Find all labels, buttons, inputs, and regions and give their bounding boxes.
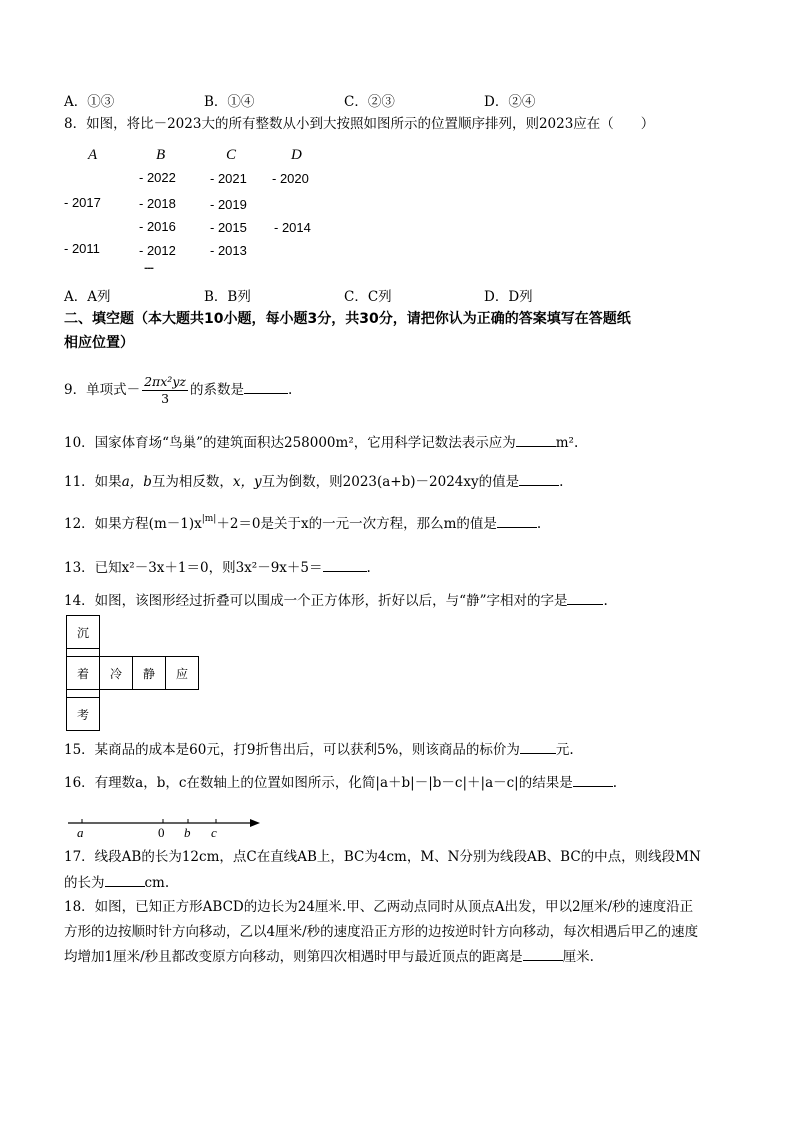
q17-answer-blank[interactable] [105,872,145,887]
q8-col-a-header: A [88,147,98,163]
q14 [64,590,608,611]
q12-end: . [536,516,542,532]
q7-option-c: C．②③ [344,94,395,110]
q7-option-d: D．②④ [484,94,536,110]
q10-prefix: 10．国家体育场“鸟巢”的建筑面积达258000m²，它用科学记数法表示应为 [64,435,516,451]
number-line-figure [64,808,264,840]
q9 [64,370,292,410]
q15-end: 元. [555,742,574,758]
q8-option-c: C．C列 [344,289,392,305]
net-cell: 应 [165,656,199,690]
q8-number: - 2016 [139,219,176,234]
arrow-icon [250,819,260,827]
q12 [64,513,541,534]
net-cell: 静 [132,656,166,690]
q8-col-d-header: D [291,147,302,163]
net-cell: 冷 [99,656,133,690]
axis-label-b: b [184,825,191,840]
q8-number: - 2013 [210,243,247,258]
q11-end: . [559,474,564,490]
q17-line1: 17．线段AB的长为12cm，点C在直线AB上，BC为4cm，M、N分别为线段AB、BC的中点，则线段MN [64,849,701,865]
q18-prefix: 均增加1厘米/秒且都改变原方向移动，则第四次相遇时甲与最近顶点的距离是 [64,949,523,965]
q11-answer-blank[interactable] [519,471,559,486]
q8-number: - 2014 [274,220,311,235]
q14-end: . [603,593,608,609]
q8-col-b-header: B [156,147,166,163]
q9-numerator: 2πx²yz [144,374,186,389]
q9-prefix: 9．单项式－ [64,382,141,398]
cube-net-figure [66,615,206,735]
q8-number: - 2018 [139,196,176,211]
q11-mid: 互为相反数， [151,474,233,490]
q13-end: . [366,560,371,576]
q8-options [64,285,664,305]
q8-number: - 2012 [139,243,176,258]
q13 [64,557,371,578]
q14-text: 14．如图，该图形经过折叠可以围成一个正方体形，折好以后，与“静”字相对的字是 [64,593,568,609]
q9-suffix: 的系数是 [189,382,244,398]
q18-line2: 方形的边按顺时针方向移动，乙以4厘米/秒的速度沿正方形的边按逆时针方向移动，每次相遇后甲乙的速度 [64,924,699,940]
q8-option-b: B．B列 [204,289,251,305]
q8-ellipsis: ...... [144,261,154,271]
q8-option-d: D．D列 [484,289,533,305]
q12-prefix: 12．如果方程(m－1)x [64,516,202,532]
q11 [64,471,563,492]
q8-number: - 2020 [272,171,309,186]
q18-line3 [64,946,594,967]
net-cell: 沉 [66,615,100,649]
q17-end: cm. [144,875,170,891]
q17-prefix: 的长为 [64,875,105,891]
q8-figure [64,147,324,275]
q18-end: 厘米. [562,949,594,965]
q15 [64,739,574,760]
q14-answer-blank[interactable] [567,590,603,605]
q10-unit: m². [555,435,579,451]
q13-prefix: 13．已知x²－3x＋1＝0，则3x²－9x＋5＝ [64,560,323,576]
q9-answer-blank[interactable] [244,379,288,394]
q8-number: - 2017 [64,195,101,210]
q8-col-c-header: C [226,147,237,163]
q10-answer-blank[interactable] [516,432,556,447]
section-heading-cont: 相应位置） [64,335,134,351]
q8-number: - 2021 [210,171,247,186]
q8-option-a: A．A列 [64,289,111,305]
q12-answer-blank[interactable] [497,513,537,528]
q18-answer-blank[interactable] [523,946,563,961]
q16-prefix: 16．有理数a，b，c在数轴上的位置如图所示，化简|a＋b|－|b－c|＋|a－c|的结果是 [64,775,573,791]
axis-label-a: a [77,825,84,840]
q11-vars-ab: a，b [121,474,152,490]
axis-label-c: c [211,825,217,840]
axis-label-0: 0 [158,825,165,840]
q8-number: - 2019 [210,197,247,212]
q10 [64,432,578,453]
q11-prefix: 11．如果 [64,474,122,490]
q7-option-a: A．①③ [64,94,115,110]
q11-vars-xy: x，y [232,474,262,490]
q8-number: - 2022 [139,170,176,185]
q16-end: . [612,775,618,791]
q9-end: . [287,382,293,398]
q8-text: 8．如图，将比－2023大的所有整数从小到大按照如图所示的位置顺序排列，则2023应在（ ） [64,116,655,132]
q11-expression: 互为倒数，则2023(a+b)－2024xy的值是 [261,474,520,490]
q17-line2 [64,872,169,893]
net-cell: 考 [66,697,100,731]
q16-answer-blank[interactable] [573,772,613,787]
q9-denominator: 3 [161,391,170,406]
net-cell: 着 [66,656,100,690]
q18-line1: 18．如图，已知正方形ABCD的边长为24厘米.甲、乙两动点同时从顶点A出发，甲以2厘米/秒的速度沿正 [64,899,694,915]
q16 [64,772,617,793]
q7-options [64,90,664,110]
net-joint [66,648,100,657]
section-heading: 二、填空题（本大题共10小题，每小题3分，共30分，请把你认为正确的答案填写在答题纸 [64,311,631,327]
q12-exponent: |m| [201,514,217,524]
q7-option-b: B．①④ [204,94,255,110]
q8-number: - 2011 [64,241,100,256]
q13-answer-blank[interactable] [323,557,367,572]
net-joint [66,689,100,698]
q15-answer-blank[interactable] [520,739,556,754]
q9-fraction [142,374,188,407]
q8-number: - 2015 [210,220,247,235]
q12-mid: ＋2＝0是关于x的一元一次方程，那么m的值是 [216,516,497,532]
q15-prefix: 15．某商品的成本是60元，打9折售出后，可以获利5%，则该商品的标价为 [64,742,520,758]
